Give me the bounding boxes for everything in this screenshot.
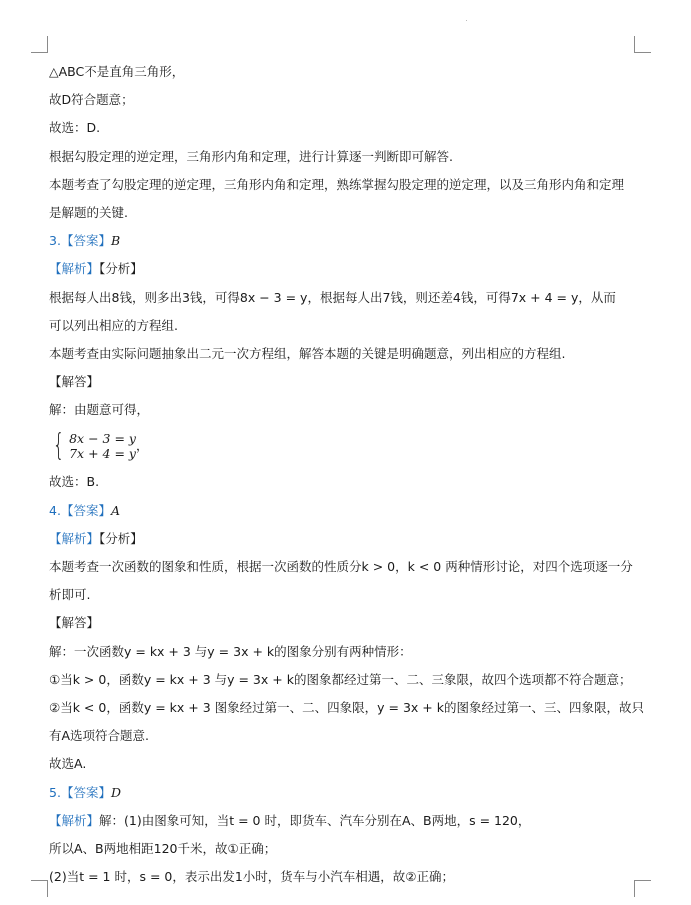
analysis-tag: 【解析】 bbox=[49, 530, 100, 546]
equation-row: 7x + 4 = y bbox=[69, 446, 136, 462]
answer-tag: 【答案】 bbox=[60, 502, 111, 518]
text-line: 故D符合题意； bbox=[49, 92, 134, 108]
answer-value: A bbox=[110, 502, 120, 518]
solution-heading: 【解答】 bbox=[49, 615, 100, 631]
text-line: 根据每人出8钱，则多出3钱，可得8x − 3 = y，根据每人出7钱，则还差4钱，可得7x + 4 = y，从而 bbox=[49, 289, 616, 305]
analysis-line bbox=[49, 255, 639, 283]
crop-mark-bottom-left bbox=[31, 880, 48, 897]
answer-line-q4 bbox=[49, 497, 639, 525]
answer-line-q5 bbox=[49, 779, 639, 807]
answer-line-q3 bbox=[49, 227, 639, 255]
answer-value: B bbox=[110, 233, 121, 249]
solution-heading: 【解答】 bbox=[49, 374, 100, 390]
brace-icon: { bbox=[52, 428, 65, 464]
text-line: 本题考查由实际问题抽象出二元一次方程组，解答本题的关键是明确题意，列出相应的方程组. bbox=[49, 345, 566, 361]
text-line: 所以A、B两地相距120千米，故①正确； bbox=[49, 840, 277, 856]
answer-value: D bbox=[110, 784, 121, 800]
text-line: 解：由题意可得， bbox=[49, 402, 150, 418]
equation-suffix: ， bbox=[135, 438, 149, 454]
analysis-text: 解：(1)由图象可知，当t = 0 时，即货车、汽车分别在A、B两地，s = 120， bbox=[99, 812, 531, 828]
text-line: ①当k > 0，函数y = kx + 3 与y = 3x + k的图象都经过第一、二、三象限，故四个选项都不符合题意； bbox=[49, 671, 632, 687]
analysis-subtag: 【分析】 bbox=[99, 530, 143, 546]
analysis-line bbox=[49, 525, 639, 553]
analysis-tag: 【解析】 bbox=[49, 812, 100, 828]
equation-rows bbox=[69, 431, 136, 461]
question-number: 4. bbox=[49, 502, 61, 518]
answer-tag: 【答案】 bbox=[60, 233, 111, 249]
text-line: ②当k < 0，函数y = kx + 3 图象经过第一、二、四象限，y = 3x + k的图象经过第一、三、四象限，故只 bbox=[49, 699, 644, 715]
crop-mark-top-left bbox=[31, 36, 48, 53]
text-line: 有A选项符合题意. bbox=[49, 728, 150, 744]
analysis-line bbox=[49, 807, 639, 835]
text-line: 根据勾股定理的逆定理，三角形内角和定理，进行计算逐一判断即可解答. bbox=[49, 148, 453, 164]
text-line: 解：一次函数y = kx + 3 与y = 3x + k的图象分别有两种情形： bbox=[49, 643, 412, 659]
text-line: 可以列出相应的方程组. bbox=[49, 317, 178, 333]
text-line: 是解题的关键. bbox=[49, 204, 128, 220]
crop-mark-top-right bbox=[634, 36, 651, 53]
text-line: 析即可. bbox=[49, 587, 91, 603]
question-number: 5. bbox=[49, 784, 61, 800]
text-line: 故选：B. bbox=[49, 474, 100, 490]
document-page bbox=[49, 58, 644, 891]
question-number: 3. bbox=[49, 233, 61, 249]
text-line: △ABC不是直角三角形， bbox=[49, 64, 185, 79]
text-line: 故选A. bbox=[49, 756, 87, 772]
analysis-tag: 【解析】 bbox=[49, 261, 100, 277]
text-line: (2)当t = 1 时，s = 0，表示出发1小时，货车与小汽车相遇，故②正确； bbox=[49, 869, 454, 885]
page-dot bbox=[466, 20, 467, 21]
equation-system bbox=[49, 424, 639, 468]
text-line: 本题考查一次函数的图象和性质，根据一次函数的性质分k > 0，k < 0 两种情形讨论，对四个选项逐一分 bbox=[49, 559, 633, 574]
answer-tag: 【答案】 bbox=[60, 784, 111, 800]
text-line: 本题考查了勾股定理的逆定理，三角形内角和定理，熟练掌握勾股定理的逆定理，以及三角形内角和定理 bbox=[49, 176, 625, 192]
equation-row: 8x − 3 = y bbox=[69, 431, 136, 447]
text-line: 故选：D. bbox=[49, 120, 101, 136]
analysis-subtag: 【分析】 bbox=[99, 261, 143, 277]
